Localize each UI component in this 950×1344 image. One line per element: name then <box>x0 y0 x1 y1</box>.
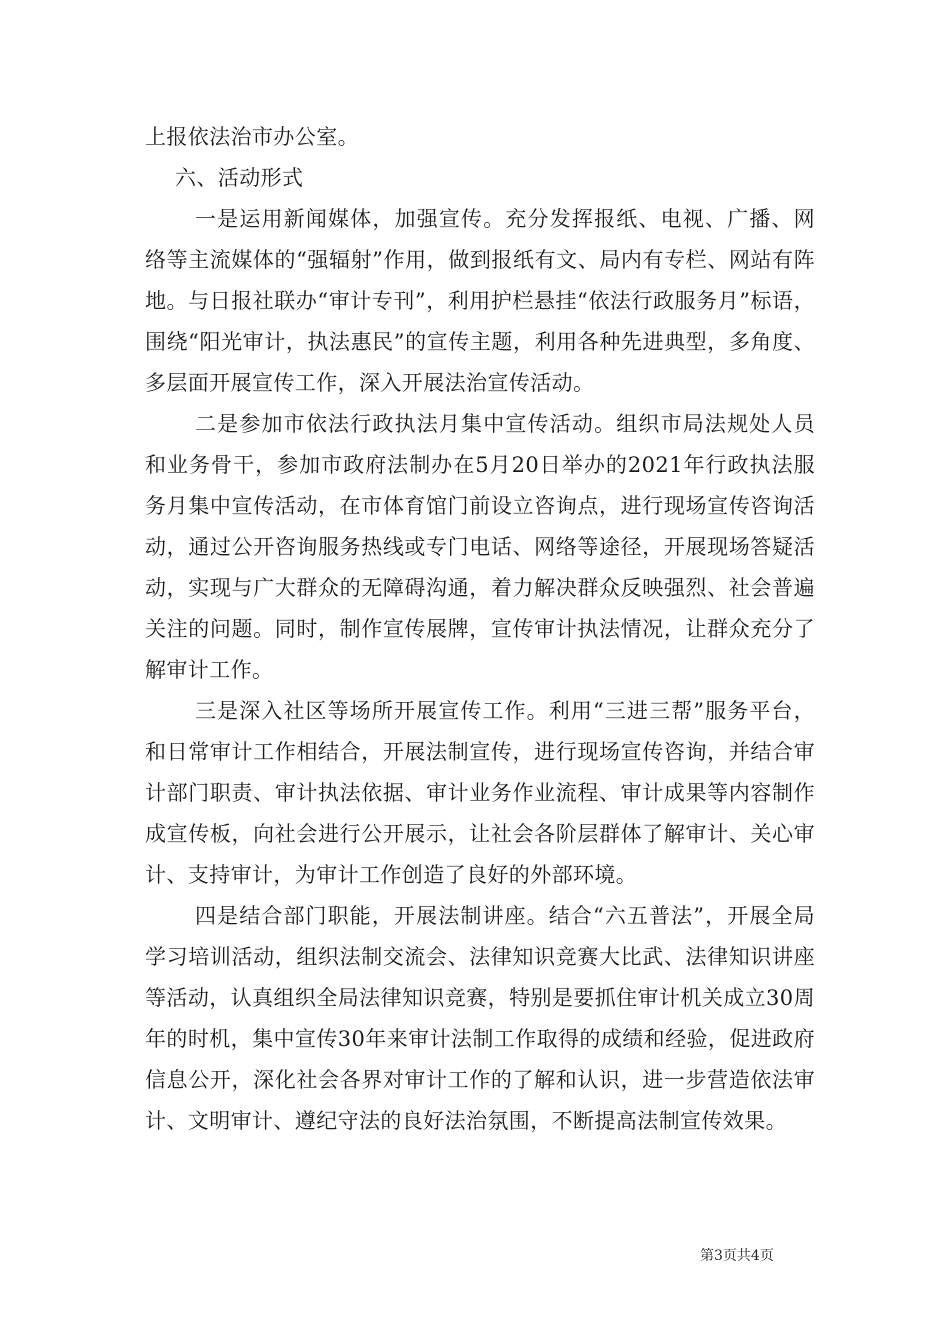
paragraph-legal-lectures: 四是结合部门职能，开展法制讲座。结合“六五普法”，开展全局学习培训活动，组织法制交流会、法律知识竞赛大比武、法律知识讲座等活动，认真组织全局法律知识竞赛，特别是要抓住审计机关成立30周年的时机，集中宣传30年来审计法制工作取得的成绩和经验，促进政府信息公开，深化社会各界对审计工作的了解和认识，进一步营造依法审计、文明审计、遵纪守法的良好法治氛围，不断提高法制宣传效果。 <box>145 904 815 1133</box>
paragraph-community-outreach: 三是深入社区等场所开展宣传工作。利用“三进三帮”服务平台，和日常审计工作相结合，开展法制宣传，进行现场宣传咨询，并结合审计部门职责、审计执法依据、审计业务作业流程、审计成果等内容制作成宣传板，向社会进行公开展示，让社会各阶层群体了解审计、关心审计、支持审计，为审计工作创造了良好的外部环境。 <box>145 699 815 887</box>
paragraph-continuation: 上报依法治市办公室。 <box>145 125 359 149</box>
paragraph-enforcement-month: 二是参加市依法行政执法月集中宣传活动。组织市局法规处人员和业务骨干，参加市政府法制办在5月20日举办的2021年行政执法服务月集中宣传活动，在市体育馆门前设立咨询点，进行现场宣传咨询活动，通过公开咨询服务热线或专门电话、网络等途径，开展现场答疑活动，实现与广大群众的无障碍沟通，着力解决群众反映强烈、社会普遍关注的问题。同时，制作宣传展牌，宣传审计执法情况，让群众充分了解审计工作。 <box>145 412 815 682</box>
document-body <box>145 117 815 1142</box>
page-number-footer: 第3页共4页 <box>700 1248 774 1264</box>
section-heading-activity-forms: 六、活动形式 <box>175 166 304 190</box>
paragraph-news-media: 一是运用新闻媒体，加强宣传。充分发挥报纸、电视、广播、网络等主流媒体的“强辐射”作用，做到报纸有文、局内有专栏、网站有阵地。与日报社联办“审计专刊”，利用护栏悬挂“依法行政服务月”标语，围绕“阳光审计，执法惠民”的宣传主题，利用各种先进典型，多角度、多层面开展宣传工作，深入开展法治宣传活动。 <box>145 207 815 395</box>
